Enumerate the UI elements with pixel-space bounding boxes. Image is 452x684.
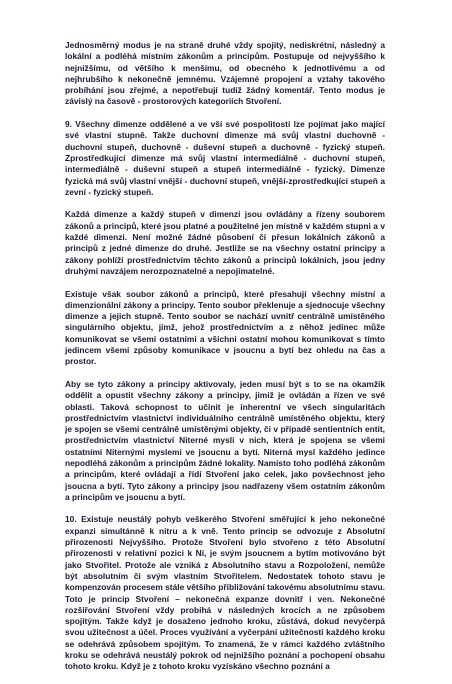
document-page: [65, 40, 385, 684]
paragraph-laws-of-dimensions: Každá dimenze a každý stupeň v dimenzi jsou ovládány a řízeny souborem zákonů a principů, které jsou platné a použitelné jen místně v každém stupni a v každé dimenzi. Není možné žádné působení či přesun lokálních zákonů a principů z jedné dimenze do druhé. Jestliže se na všechny ostatní principy a zákony pohlíží prostřednictvím těchto zákonů a principů lokálních, jsou jedny druhými navzájem nerozpoznatelné a nepojímatelné.: [65, 209, 385, 276]
paragraph-modus: Jednosměrný modus je na straně druhé vždy spojitý, nediskrétní, následný a lokální a podléhá místním zákonům a principům. Postupuje od nejvyššího k nejnižšímu, od většího k menšímu, od obecného k jednotlivému a od nejhrubšího k nekonečně jemnému. Vzájemné propojení a vztahy takového probíhání jsou zřejmé, a nepotřebují tudíž žádný komentář. Tento modus je závislý na časově - prostorových kategoriích Stvoření.: [65, 40, 385, 107]
paragraph-activation: Aby se tyto zákony a principy aktivovaly, jeden musí být s to se na okamžik oddělit a opustit všechny zákony a principy, jimiž je ovládán a řízen ve své oblasti. Taková schopnost to učinit je inherentní ve všech singularitách prostřednictvím vlastnictví individuálního centrálně umístěného objektu, který je spojen se všemi centrálně umístěnými objekty, či v případě sentientních entit, prostřednictvím vlastnictví Niterné mysli v nich, která je spojena se všemi ostatními Niternými myslemi ve jsoucnu a bytí. Niterná mysl každého jedince nepodléhá zákonům a principům žádné lokality. Namísto toho podléhá zákonům a principům, které ovládají a řídí Stvoření jako celek, jako povšechnost jeho jsoucna a bytí. Tyto zákony a principy jsou nadřazeny všem ostatním zákonům a principům ve jsoucnu a bytí.: [65, 378, 385, 502]
paragraph-9-dimensions: 9. Všechny dimenze oddělené a ve vší své pospolitosti lze pojímat jako mající své vlastní stupně. Takže duchovní dimenze má svůj vlastní duchovně - duchovní stupeň, duchovně - duševní stupeň a duchovně - fyzický stupeň. Zprostředkující dimenze má svůj vlastní intermediálně - duchovní stupeň, intermediálně - duševní stupeň a stupeň intermediálně - fyzický. Dimenze fyzická má svůj vlastní vnější - duchovní stupeň, vnější-zprostředkující stupeň a zevní - fyzický stupeň.: [65, 119, 385, 197]
paragraph-transcendent-laws: Existuje však soubor zákonů a principů, které přesahují všechny místní a dimenzionální zákony a principy. Tento soubor překlenuje a sjednocuje všechny dimenze a jejich stupně. Tento soubor se nachází uvnitř centrálně umístěného singulárního objektu, jímž, jehož prostřednictvím a z něhož jedinec může komunikovat se všemi ostatními a všichni ostatní mohou komunikovat s tímto jedincem všemi způsoby komunikace v jsoucnu a bytí bez ohledu na čas a prostor.: [65, 288, 385, 367]
paragraph-10-expansion: 10. Existuje neustálý pohyb veškerého Stvoření směřující k jeho nekonečné expanzi simultánně k nitru a k vně. Tento princip se odvozuje z Absolutní přirozenosti Nejvyššího. Protože Stvoření bylo stvořeno z této Absolutní přirozenosti v relativní pozici k Ní, je svým jsoucnem a bytím motivováno být jako Stvořitel. Protože ale vzniká z Absolutního stavu a Rozpoložení, nemůže být absolutním či svým vlastním Stvořitelem. Nedostatek tohoto stavu je kompenzován procesem stále většího přibližování takovému absolutnímu stavu. Toto je princip Stvoření – nekonečná expanze dovnitř i ven. Nekonečné rozšiřování Stvoření vždy probíhá v následných krocích a ne způsobem spojitým. Takže když je dosaženo jednoho kroku, zůstává, dokud nevyčerpá svou užitečnost a účel. Proces využívání a vyčerpání užitečnosti každého kroku se odehrává způsobem spojitým. To znamená, že v rámci každého zvláštního kroku se odehrává neustálý pokrok od nejnižšího poznání a pochopení obsahu tohoto kroku. Když je z tohoto kroku vyzískáno všechno poznání a: [65, 514, 385, 672]
